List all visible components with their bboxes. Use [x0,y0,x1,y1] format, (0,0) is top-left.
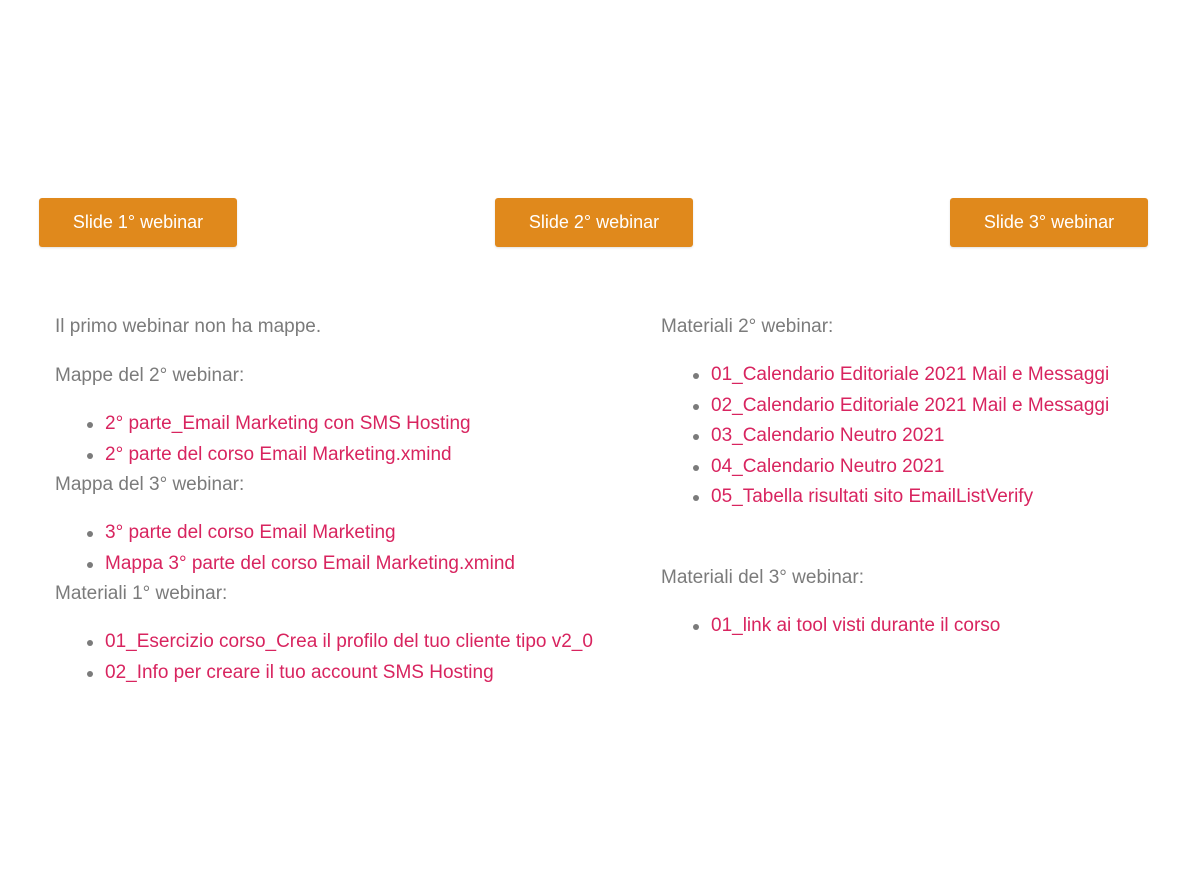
bullet-icon [87,453,93,459]
materials-webinar-3-heading: Materiali del 3° webinar: [661,566,864,588]
link-maps2-2[interactable]: 2° parte del corso Email Marketing.xmind [105,443,452,465]
list-item [711,360,1181,391]
link-materials2-1[interactable]: 01_Calendario Editoriale 2021 Mail e Messaggi [711,364,1110,385]
link-materials2-2[interactable]: 02_Calendario Editoriale 2021 Mail e Messaggi [711,394,1110,416]
materials-webinar-2-heading: Materiali 2° webinar: [661,316,834,337]
list-item [711,482,1181,513]
list-item [105,658,635,689]
materials-webinar-3-list [661,611,1181,642]
list-item [711,421,1181,452]
link-map3-2[interactable]: Mappa 3° parte del corso Email Marketing.xmind [105,552,515,574]
bullet-icon [693,465,699,471]
bullet-icon [87,531,93,537]
map-webinar-3-heading: Mappa del 3° webinar: [55,474,245,495]
link-maps2-1[interactable]: 2° parte_Email Marketing con SMS Hosting [105,413,471,434]
link-materials2-5[interactable]: 05_Tabella risultati sito EmailListVerify [711,486,1034,507]
bullet-icon [693,373,699,379]
intro-text: Il primo webinar non ha mappe. [55,316,322,337]
bullet-icon [87,640,93,646]
slide-1-webinar-button[interactable]: Slide 1° webinar [39,198,237,247]
bullet-icon [693,434,699,440]
list-item [105,549,635,580]
list-item [711,452,1181,483]
list-item [105,518,635,549]
map-webinar-3-list [55,518,635,579]
link-materials2-3[interactable]: 03_Calendario Neutro 2021 [711,425,945,446]
bullet-icon [693,624,699,630]
maps-webinar-2-heading: Mappe del 2° webinar: [55,365,245,386]
list-item [105,627,635,658]
bullet-icon [87,562,93,568]
list-item [105,409,635,440]
link-materials2-4[interactable]: 04_Calendario Neutro 2021 [711,455,945,477]
right-column [661,312,1181,641]
bullet-icon [693,495,699,501]
list-item [711,391,1181,422]
slide-2-webinar-button[interactable]: Slide 2° webinar [495,198,693,247]
maps-webinar-2-list [55,409,635,470]
link-map3-1[interactable]: 3° parte del corso Email Marketing [105,522,396,543]
bullet-icon [693,404,699,410]
materials-webinar-1-list [55,627,635,688]
bullet-icon [87,422,93,428]
bullet-icon [87,671,93,677]
list-item [711,611,1181,642]
link-materials1-1[interactable]: 01_Esercizio corso_Crea il profilo del tuo cliente tipo v2_0 [105,631,593,652]
materials-webinar-2-list [661,360,1181,513]
link-materials1-2[interactable]: 02_Info per creare il tuo account SMS Hosting [105,661,494,683]
materials-webinar-1-heading: Materiali 1° webinar: [55,583,228,604]
list-item [105,440,635,471]
left-column [55,312,635,688]
link-materials3-1[interactable]: 01_link ai tool visti durante il corso [711,614,1001,636]
slide-3-webinar-button[interactable]: Slide 3° webinar [950,198,1148,247]
